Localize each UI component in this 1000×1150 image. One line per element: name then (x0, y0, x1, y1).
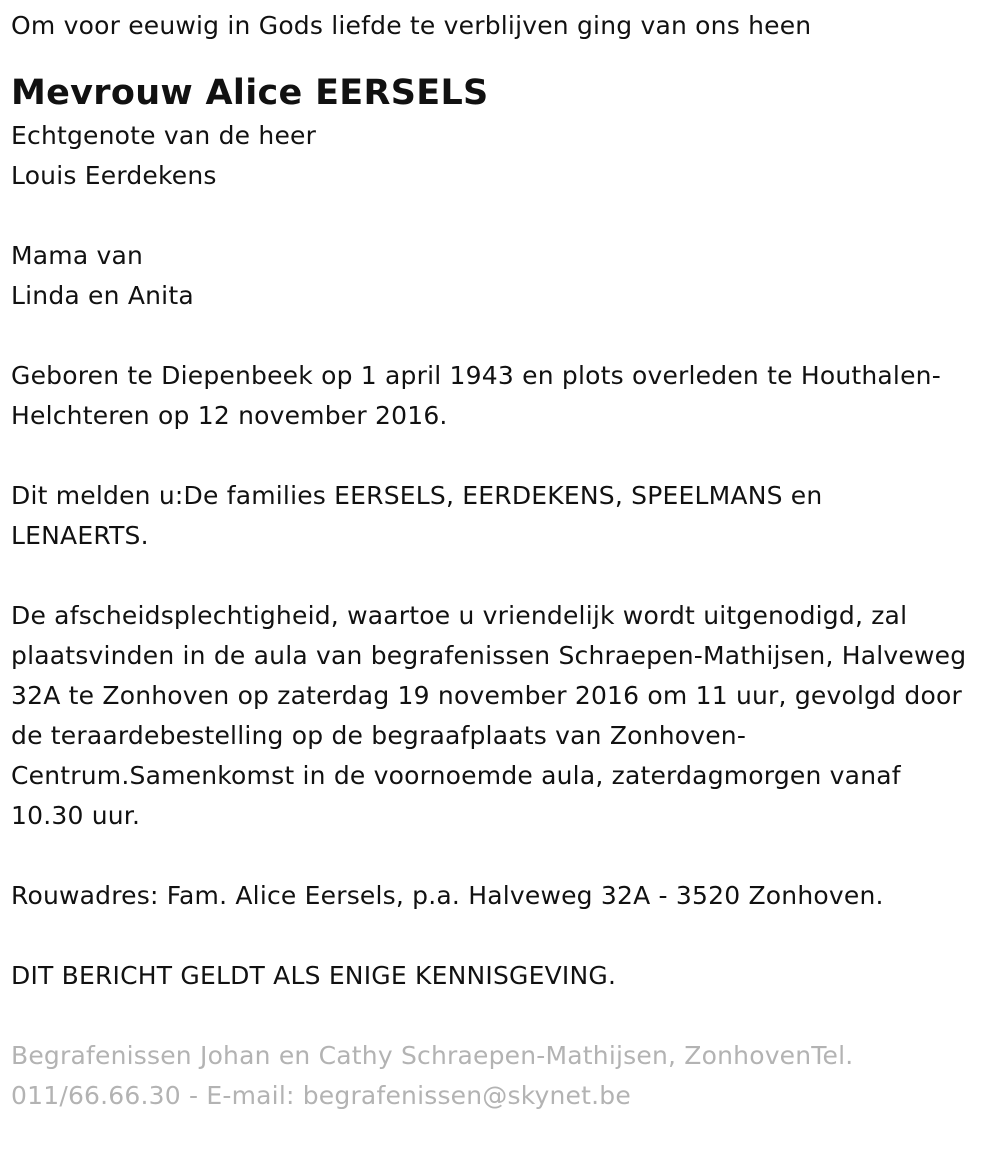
spouse-line-1: Echtgenote van de heer (11, 121, 317, 150)
ceremony-text: De afscheidsplechtigheid, waartoe u vriendelijk wordt uitgenodigd, zal plaatsvinden in de aula van begrafenissen Schraepen-Mathijsen, Halveweg 32A te Zonhoven op zaterdag 19 november 2016 om 11 uur, gevolgd door de teraardebestelling op de begraafplaats van Zonhoven-Centrum.Samenkomst in de voornoemde aula, zaterdagmorgen vanaf 10.30 uur. (11, 601, 967, 830)
intro-text: Om voor eeuwig in Gods liefde te verblijven ging van ons heen (11, 11, 812, 40)
notice-text: DIT BERICHT GELDT ALS ENIGE KENNISGEVING. (11, 961, 617, 990)
spouse-block (11, 116, 967, 196)
deceased-name: Mevrouw Alice EERSELS (11, 73, 489, 113)
mourning-address: Rouwadres: Fam. Alice Eersels, p.a. Halveweg 32A - 3520 Zonhoven. (11, 881, 884, 910)
children-block (11, 236, 967, 316)
birth-death-text: Geboren te Diepenbeek op 1 april 1943 en plots overleden te Houthalen-Helchteren op 12 november 2016. (11, 361, 941, 430)
spouse-line-2: Louis Eerdekens (11, 161, 217, 190)
children-line-2: Linda en Anita (11, 281, 194, 310)
children-line-1: Mama van (11, 241, 144, 270)
announcers-text: Dit melden u:De families EERSELS, EERDEKENS, SPEELMANS en LENAERTS. (11, 481, 823, 550)
funeral-home-footer: Begrafenissen Johan en Cathy Schraepen-Mathijsen, ZonhovenTel. 011/66.66.30 - E-mail: begrafenissen@skynet.be (11, 1041, 854, 1110)
